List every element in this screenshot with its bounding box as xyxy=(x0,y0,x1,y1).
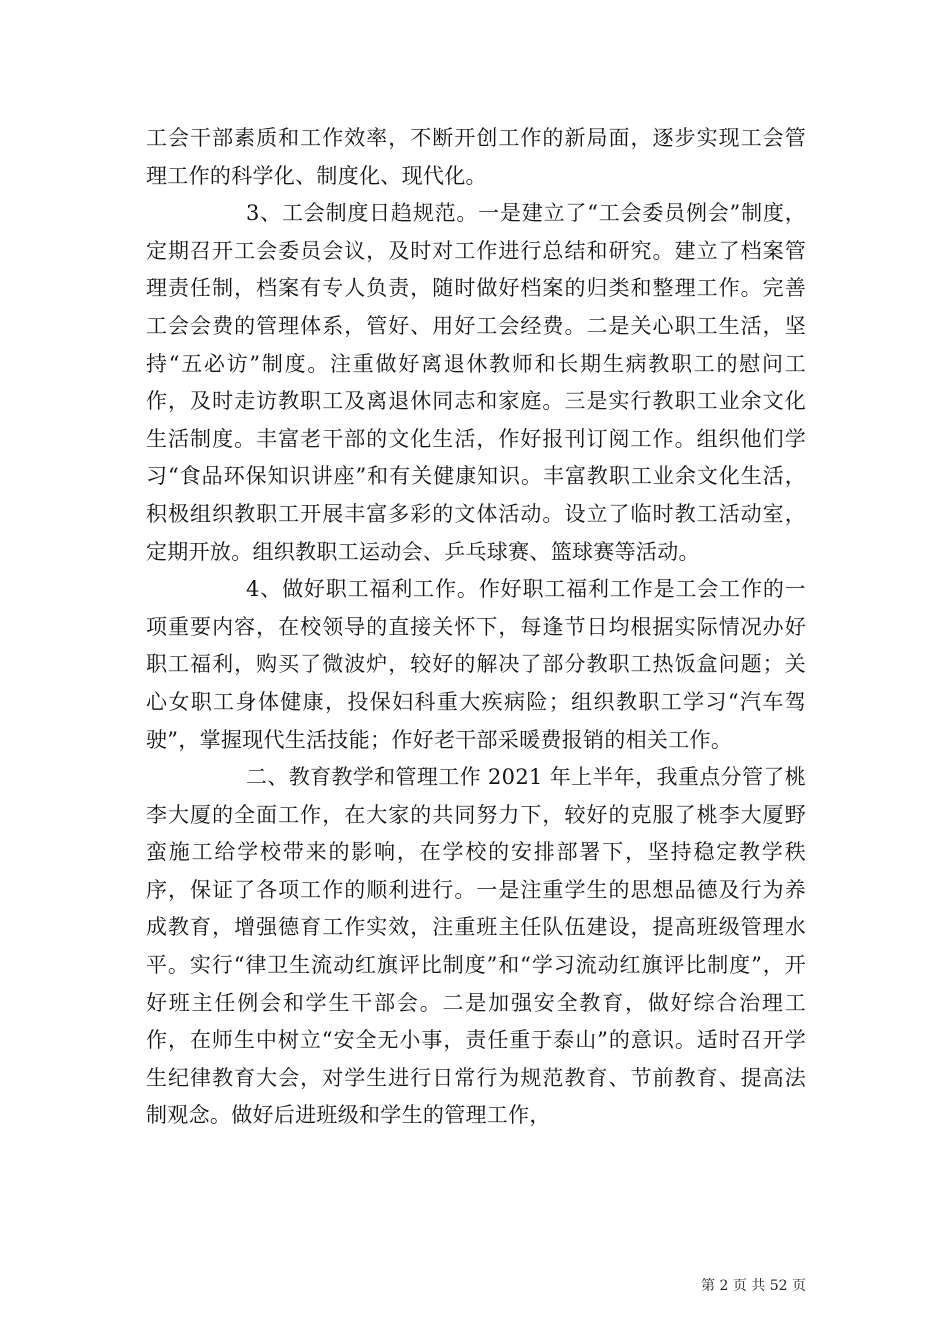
paragraph-3: 4、做好职工福利工作。作好职工福利工作是工会工作的一项重要内容，在校领导的直接关怀下，每逢节日均根据实际情况办好职工福利，购买了微波炉，较好的解决了部分教职工热饭盒问题；关心女职工身体健康，投保妇科重大疾病险；组织教职工学习“汽车驾驶”，掌握现代生活技能；作好老干部采暖费报销的相关工作。 xyxy=(146,577,806,752)
paragraph-1: 工会干部素质和工作效率，不断开创工作的新局面，逐步实现工会管理工作的科学化、制度化、现代化。 xyxy=(146,126,806,188)
paragraph-4: 二、教育教学和管理工作 2021 年上半年，我重点分管了桃李大厦的全面工作，在大家的共同努力下，较好的克服了桃李大厦野蛮施工给学校带来的影响，在学校的安排部署下，坚持稳定教学秩序，保证了各项工作的顺利进行。一是注重学生的思想品德及行为养成教育，增强德育工作实效，注重班主任队伍建设，提高班级管理水平。实行“律卫生流动红旗评比制度”和“学习流动红旗评比制度”，开好班主任例会和学生干部会。二是加强安全教育，做好综合治理工作，在师生中树立“安全无小事，责任重于泰山”的意识。适时召开学生纪律教育大会，对学生进行日常行为规范教育、节前教育、提高法制观念。做好后进班级和学生的管理工作， xyxy=(146,765,806,1128)
page-number-footer: 第 2 页 共 52 页 xyxy=(701,1278,806,1294)
document-body xyxy=(146,120,806,1135)
paragraph-2: 3、工会制度日趋规范。一是建立了“工会委员例会”制度，定期召开工会委员会议，及时对工作进行总结和研究。建立了档案管理责任制，档案有专人负责，随时做好档案的归类和整理工作。完善工会会费的管理体系，管好、用好工会经费。二是关心职工生活，坚持“五必访”制度。注重做好离退休教师和长期生病教职工的慰问工作，及时走访教职工及离退休同志和家庭。三是实行教职工业余文化生活制度。丰富老干部的文化生活，作好报刊订阅工作。组织他们学习“食品环保知识讲座”和有关健康知识。丰富教职工业余文化生活，积极组织教职工开展丰富多彩的文体活动。设立了临时教工活动室，定期开放。组织教职工运动会、乒乓球赛、篮球赛等活动。 xyxy=(146,201,806,564)
